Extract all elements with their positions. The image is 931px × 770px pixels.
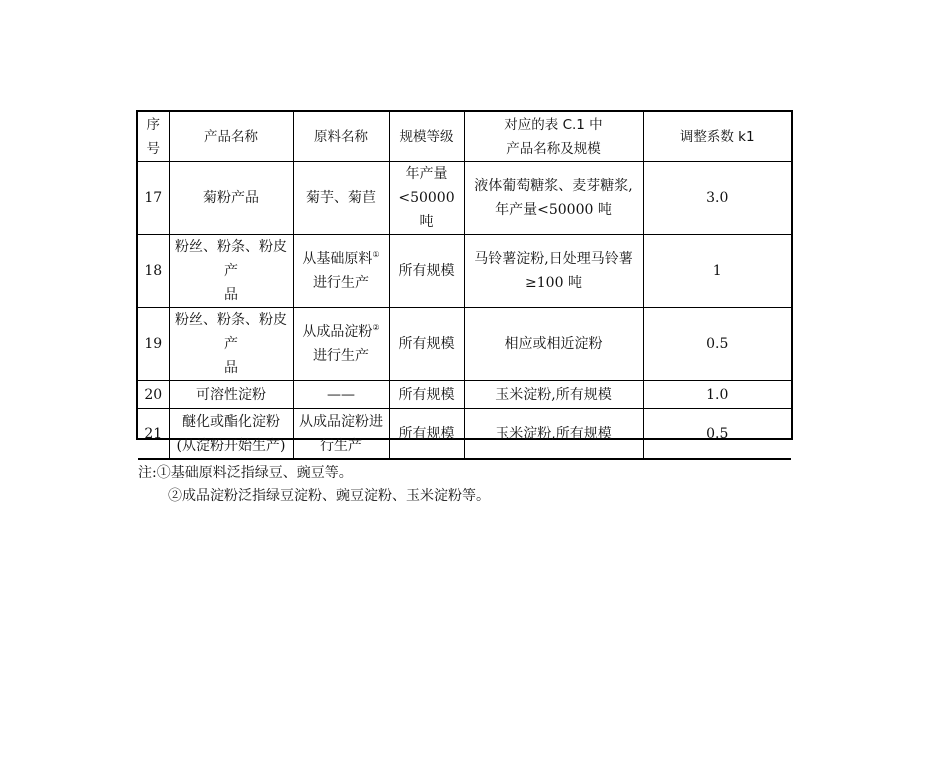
header-corresponding-line1: 对应的表 C.1 中 [504,116,603,133]
cell-scale [389,235,464,308]
cell-corresponding [464,308,643,381]
cell-product-line: 菊粉产品 [203,190,259,206]
cell-product-line1: 粉丝、粉条、粉皮产 [175,239,287,279]
cell-material-line1 [296,247,387,271]
table-row [138,162,791,235]
cell-coefficient: 3.0 [643,162,791,235]
cell-product-line1: 醚化或酯化淀粉 [182,413,280,430]
cell-material [293,308,389,381]
cell-corresponding-line1: 玉米淀粉,所有规模 [495,386,612,403]
table-row [138,308,791,381]
cell-corresponding-line1: 马铃薯淀粉,日处理马铃薯 [474,251,633,267]
note-line-2: ②成品淀粉泛指绿豆淀粉、豌豆淀粉、玉米淀粉等。 [168,488,490,504]
header-scale: 规模等级 [389,112,464,162]
cell-scale [389,409,464,459]
cell-product-line1: 粉丝、粉条、粉皮产 [175,312,287,352]
cell-scale-line1: 所有规模 [398,425,455,442]
cell-seq: 17 [138,162,169,235]
cell-corresponding [464,162,643,235]
cell-material [293,235,389,308]
header-material: 原料名称 [293,112,389,162]
cell-product-line2: 品 [224,360,238,376]
cell-corresponding-line1: 液体葡萄糖浆、麦芽糖浆, [474,178,633,194]
cell-corresponding [464,381,643,409]
adjustment-coefficient-table [138,112,791,459]
cell-seq: 21 [138,409,169,459]
cell-product-line: 可溶性淀粉 [196,386,266,403]
header-corresponding-line2: 产品名称及规模 [506,140,601,157]
cell-product [169,409,293,459]
cell-corresponding-line1: 玉米淀粉,所有规模 [495,425,612,442]
header-coefficient: 调整系数 k1 [643,112,791,162]
cell-product-line2: 品 [224,287,238,303]
table-row [138,235,791,308]
cell-material-line1 [296,320,387,344]
cell-material [293,409,389,459]
cell-scale-line2: <50000 吨 [398,190,455,230]
table-notes [138,459,791,508]
cell-coefficient: 0.5 [643,409,791,459]
cell-corresponding-line2: ≥100 吨 [525,275,582,291]
cell-material-line2: 行生产 [320,437,362,454]
cell-product [169,235,293,308]
cell-scale-line1: 年产量 [405,166,448,182]
cell-material-text: 从基础原料 [302,251,373,267]
header-product: 产品名称 [169,112,293,162]
cell-product [169,308,293,381]
cell-material-line1: —— [327,386,355,403]
header-row [138,112,791,162]
cell-coefficient: 1.0 [643,381,791,409]
cell-product-line2: (从淀粉开始生产) [176,437,286,454]
cell-seq: 19 [138,308,169,381]
table-row [138,381,791,409]
cell-material-line2: 进行生产 [313,275,369,291]
table-row [138,409,791,459]
cell-material [293,381,389,409]
cell-material [293,162,389,235]
cell-coefficient: 0.5 [643,308,791,381]
footnote-marker-2: ② [372,323,380,332]
header-seq: 序号 [138,112,169,162]
cell-material-line1: 菊芋、菊苣 [306,190,376,206]
cell-corresponding [464,235,643,308]
cell-corresponding [464,409,643,459]
cell-product [169,162,293,235]
cell-scale-line1: 所有规模 [398,263,455,279]
header-corresponding [464,112,643,162]
cell-corresponding-line2: 年产量<50000 吨 [495,202,612,218]
cell-seq: 18 [138,235,169,308]
cell-scale [389,381,464,409]
standard-table-container [136,110,793,504]
cell-scale-line1: 所有规模 [398,336,455,352]
cell-material-text: 从成品淀粉 [302,324,373,340]
cell-scale-line1: 所有规模 [398,386,455,403]
cell-material-line2: 进行生产 [313,348,369,364]
footnote-marker-1: ① [372,250,380,259]
cell-material-line1: 从成品淀粉进 [299,413,383,430]
cell-corresponding-line1: 相应或相近淀粉 [504,336,603,352]
cell-scale [389,162,464,235]
cell-scale [389,308,464,381]
note-line-1: 注:①基础原料泛指绿豆、豌豆等。 [138,465,353,481]
cell-product [169,381,293,409]
cell-coefficient: 1 [643,235,791,308]
cell-seq: 20 [138,381,169,409]
